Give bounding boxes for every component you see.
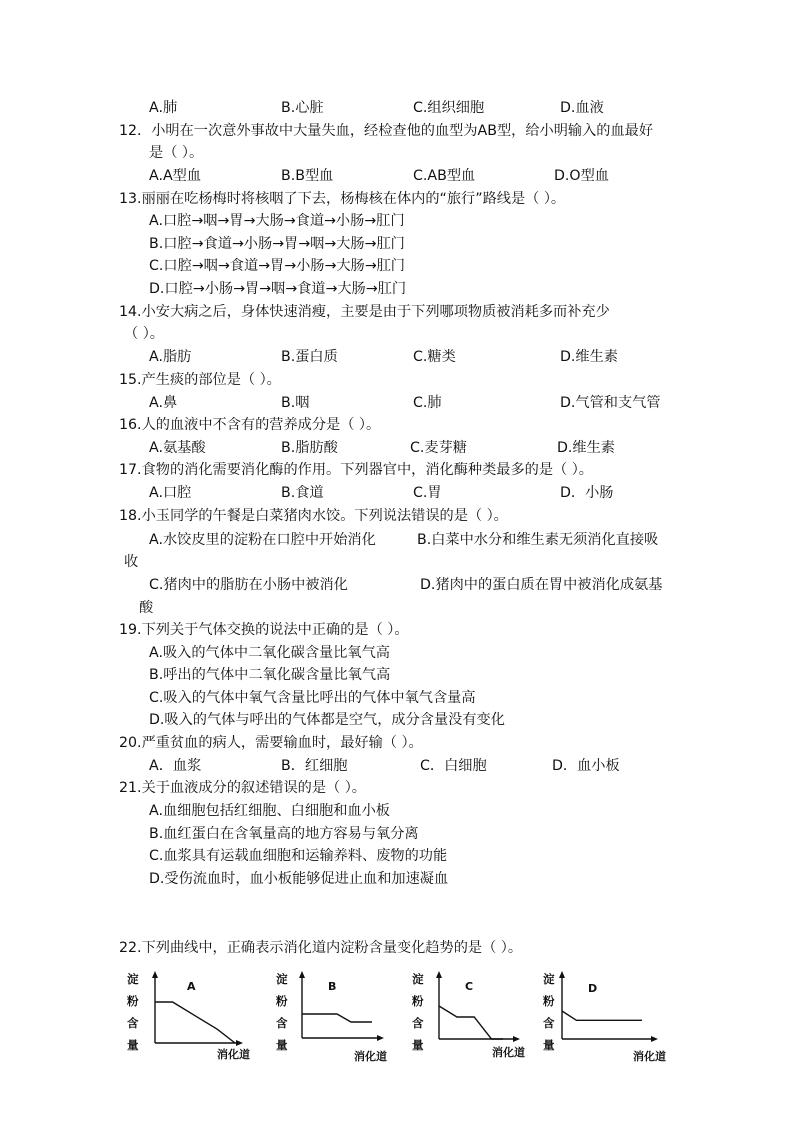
q18-option-d: D.猪肉中的蛋白质在胃中被消化成氨基 xyxy=(420,577,663,593)
q15-option-c: C.肺 xyxy=(413,395,442,411)
y-label-char: 淀 xyxy=(543,972,555,986)
q14-option-b: B.蛋白质 xyxy=(281,349,338,365)
q11-option-a: A.肺 xyxy=(149,100,178,116)
q13-option-c: C.口腔→咽→食道→胃→小肠→大肠→肛门 xyxy=(149,258,405,274)
q17-option-a: A.口腔 xyxy=(149,485,192,501)
q20-option-d: D．血小板 xyxy=(552,758,620,774)
y-label-char: 淀 xyxy=(412,972,424,986)
q20-stem: 20.严重贫血的病人，需要输血时，最好输（ ）。 xyxy=(119,735,423,751)
y-label-char: 含 xyxy=(276,1016,288,1030)
curve-c xyxy=(439,1006,503,1039)
y-label-char: 粉 xyxy=(543,994,555,1008)
y-label-char: 粉 xyxy=(412,994,424,1008)
q18-option-b-cont: 收 xyxy=(124,554,139,570)
y-label-char: 淀 xyxy=(127,972,139,986)
q16-option-b: B.脂肪酸 xyxy=(281,440,338,456)
q17-option-d: D．小肠 xyxy=(560,485,614,501)
graph-d-plot xyxy=(535,968,685,1048)
q16-option-a: A.氨基酸 xyxy=(149,440,206,456)
curve-d xyxy=(562,1011,642,1020)
q12-option-d: D.O型血 xyxy=(554,168,609,184)
y-label-char: 粉 xyxy=(127,994,139,1008)
x-axis-arrow xyxy=(513,1036,520,1042)
q12-option-c: C.AB型血 xyxy=(413,168,476,184)
q16-option-c: C.麦芽糖 xyxy=(410,440,467,456)
q18-option-a: A.水饺皮里的淀粉在口腔中开始消化 xyxy=(149,532,376,548)
graph-letter: B xyxy=(328,980,337,993)
q21-stem: 21.关于血液成分的叙述错误的是（ ）。 xyxy=(119,780,366,796)
y-label-char: 量 xyxy=(276,1038,288,1052)
q12-stem: 12．小明在一次意外事故中大量失血，经检查他的血型为AB型，给小明输入的血最好 xyxy=(119,123,654,139)
q12-option-b: B.B型血 xyxy=(281,168,334,184)
y-axis-arrow xyxy=(559,971,565,978)
q18-option-c: C.猪肉中的脂肪在小肠中被消化 xyxy=(149,577,348,593)
graph-c-plot xyxy=(402,968,552,1048)
q21-option-c: C.血浆具有运载血细胞和运输养料、废物的功能 xyxy=(149,848,448,864)
x-axis-label: 消化道 xyxy=(633,1050,666,1063)
y-label-char: 粉 xyxy=(276,994,288,1008)
q13-stem: 13.丽丽在吃杨梅时将核咽了下去，杨梅核在体内的“旅行”路线是（ ）。 xyxy=(119,191,566,207)
q21-option-d: D.受伤流血时，血小板能够促进止血和加速凝血 xyxy=(149,871,449,887)
q16-option-d: D.维生素 xyxy=(557,440,615,456)
q18-option-b: B.白菜中水分和维生素无须消化直接吸 xyxy=(417,532,659,548)
y-axis-arrow xyxy=(152,971,158,978)
q15-option-a: A.鼻 xyxy=(149,395,178,411)
q15-option-d: D.气管和支气管 xyxy=(560,395,661,411)
y-label-char: 量 xyxy=(543,1038,555,1052)
q22-stem: 22.下列曲线中，正确表示消化道内淀粉含量变化趋势的是（ ）。 xyxy=(119,940,523,956)
graph-letter: D xyxy=(588,982,598,995)
q14-stem: 14.小安大病之后，身体快速消瘦，主要是由于下列哪项物质被消耗多而补充少 xyxy=(119,304,610,320)
curve-b xyxy=(302,1014,372,1022)
q13-option-b: B.口腔→食道→小肠→胃→咽→大肠→肛门 xyxy=(149,236,405,252)
x-axis-label: 消化道 xyxy=(354,1050,387,1063)
y-label-char: 含 xyxy=(127,1016,139,1030)
graph-a xyxy=(119,968,269,1068)
x-axis-arrow xyxy=(377,1035,384,1041)
graph-c xyxy=(402,968,552,1068)
q14-option-c: C.糖类 xyxy=(413,349,456,365)
y-label-char: 含 xyxy=(543,1016,555,1030)
q16-stem: 16.人的血液中不含有的营养成分是（ ）。 xyxy=(119,417,381,433)
q19-option-c: C.吸入的气体中氧气含量比呼出的气体中氧气含量高 xyxy=(149,690,476,706)
q19-option-a: A.吸入的气体中二氧化碳含量比氧气高 xyxy=(149,645,390,661)
q11-option-c: C.组织细胞 xyxy=(413,100,485,116)
y-label-char: 淀 xyxy=(276,972,288,986)
q18-stem: 18.小玉同学的午餐是白菜猪肉水饺。下列说法错误的是（ ）。 xyxy=(119,508,508,524)
x-axis-label: 消化道 xyxy=(217,1048,250,1061)
x-axis-arrow xyxy=(651,1036,658,1042)
q11-option-b: B.心脏 xyxy=(281,100,324,116)
graph-d xyxy=(535,968,685,1068)
q19-stem: 19.下列关于气体交换的说法中正确的是（ ）。 xyxy=(119,622,409,638)
graph-letter: C xyxy=(465,980,474,993)
q19-option-b: B.呼出的气体中二氧化碳含量比氧气高 xyxy=(149,667,391,683)
q19-option-d: D.吸入的气体与呼出的气体都是空气，成分含量没有变化 xyxy=(149,712,505,728)
q14-stem-cont: （ ）。 xyxy=(124,326,164,342)
q15-stem: 15.产生痰的部位是（ ）。 xyxy=(119,372,281,388)
q20-option-a: A．血浆 xyxy=(149,758,202,774)
q14-option-a: A.脂肪 xyxy=(149,349,192,365)
q20-option-c: C．白细胞 xyxy=(420,758,487,774)
q13-option-d: D.口腔→小肠→胃→咽→食道→大肠→肛门 xyxy=(149,281,407,297)
graph-b xyxy=(264,968,414,1068)
curve-a xyxy=(155,1002,235,1043)
q20-option-b: B．红细胞 xyxy=(281,758,348,774)
q17-option-b: B.食道 xyxy=(281,485,324,501)
q12-option-a: A.A型血 xyxy=(149,168,202,184)
y-label-char: 含 xyxy=(412,1016,424,1030)
y-axis-arrow xyxy=(436,971,442,978)
q15-option-b: B.咽 xyxy=(281,395,310,411)
q21-option-b: B.血红蛋白在含氧量高的地方容易与氧分离 xyxy=(149,826,419,842)
y-label-char: 量 xyxy=(412,1038,424,1052)
q13-option-a: A.口腔→咽→胃→大肠→食道→小肠→肛门 xyxy=(149,213,405,229)
x-axis-label: 消化道 xyxy=(492,1046,525,1059)
q11-option-d: D.血液 xyxy=(560,100,604,116)
q12-stem-cont: 是（ ）。 xyxy=(149,145,204,161)
y-label-char: 量 xyxy=(127,1038,139,1052)
q21-option-a: A.血细胞包括红细胞、白细胞和血小板 xyxy=(149,803,390,819)
q17-option-c: C.胃 xyxy=(413,485,442,501)
q18-option-d-cont: 酸 xyxy=(139,600,154,616)
y-axis-arrow xyxy=(299,971,305,978)
graph-letter: A xyxy=(187,980,196,993)
q17-stem: 17.食物的消化需要消化酶的作用。下列器官中，消化酶种类最多的是（ ）。 xyxy=(119,462,593,478)
q14-option-d: D.维生素 xyxy=(560,349,618,365)
